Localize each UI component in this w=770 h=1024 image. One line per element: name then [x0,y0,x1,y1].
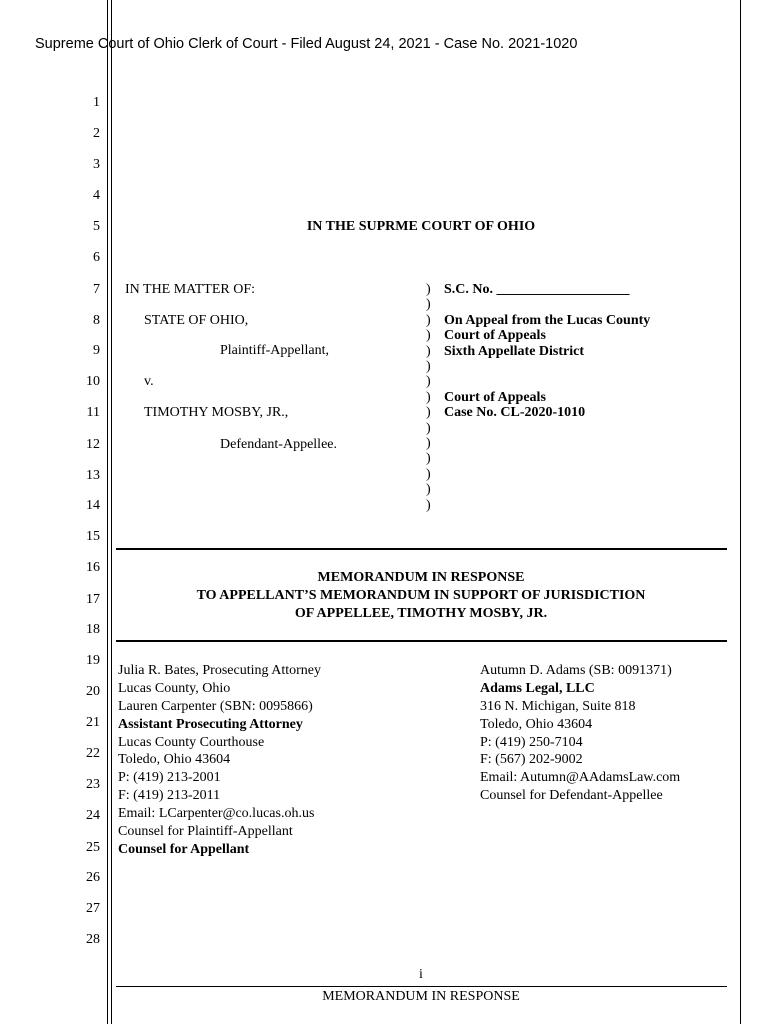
counsel-line: Lucas County, Ohio [118,680,231,696]
line-number: 8 [93,313,100,328]
memo-top-rule [116,548,727,550]
right-margin-rule [740,0,741,1024]
line-number: 2 [93,126,100,141]
counsel-line: Lucas County Courthouse [118,734,265,750]
paren: ) [426,328,431,344]
counsel-line: P: (419) 213-2001 [118,770,221,786]
line-number: 23 [86,777,100,792]
line-number: 5 [93,219,100,234]
counsel-line: Counsel for Defendant-Appellee [480,788,663,804]
line-number: 14 [86,498,100,513]
line-number: 25 [86,840,100,855]
court-title: IN THE SUPRME COURT OF OHIO [306,219,536,234]
paren: ) [426,374,431,390]
line-number: 26 [86,870,100,885]
line-number: 1 [93,95,100,110]
line-number: 10 [86,374,100,389]
appeals-case-line: Court of Appeals [444,390,546,405]
counsel-line: Toledo, Ohio 43604 [480,716,593,732]
caption-matter: IN THE MATTER OF: [125,282,256,297]
line-number: 4 [93,188,100,203]
appeal-origin-line: On Appeal from the Lucas County [444,313,651,328]
paren: ) [426,343,431,359]
paren: ) [426,359,431,374]
counsel-line: Counsel for Plaintiff-Appellant [118,824,293,840]
footer-title: MEMORANDUM IN RESPONSE [322,989,520,1004]
caption-plaintiff: STATE OF OHIO, [144,313,249,328]
paren: ) [426,466,431,482]
line-number: 3 [93,157,100,172]
line-number: 9 [93,343,100,358]
line-number: 18 [86,622,100,637]
caption-defendant: TIMOTHY MOSBY, JR., [144,405,289,420]
line-number: 6 [93,250,100,265]
line-number: 17 [86,592,100,607]
paren: ) [426,405,431,421]
memo-title-line: TO APPELLANT’S MEMORANDUM IN SUPPORT OF JURISDICTION [196,588,646,603]
counsel-line: P: (419) 250-7104 [480,734,583,750]
counsel-line: Assistant Prosecuting Attorney [118,716,303,732]
appeals-case-number [444,390,585,421]
line-number: 27 [86,901,100,916]
memo-title-line: OF APPELLEE, TIMOTHY MOSBY, JR. [294,606,548,621]
appeal-origin-line: Court of Appeals [444,328,546,344]
appeal-origin [444,313,650,359]
counsel-line: Lauren Carpenter (SBN: 0095866) [118,698,313,714]
filing-stamp: Supreme Court of Ohio Clerk of Court - Filed August 24, 2021 - Case No. 2021-1020 [35,36,578,52]
counsel-email: Email: LCarpenter@co.lucas.oh.us [118,806,315,822]
line-number: 11 [86,405,100,420]
paren: ) [426,497,431,513]
line-number: 16 [86,560,100,575]
paren: ) [426,312,431,328]
line-number: 28 [86,932,100,947]
memo-title [116,569,726,623]
footer-rule [116,986,727,987]
caption-versus: v. [144,374,154,389]
caption-defendant-role: Defendant-Appellee. [220,437,337,452]
paren: ) [426,420,431,436]
left-margin-rule-outer [107,0,108,1024]
paren: ) [426,436,431,451]
line-number: 22 [86,746,100,761]
counsel-line: F: (567) 202-9002 [480,752,583,768]
line-number: 7 [93,282,100,297]
line-number: 21 [86,715,100,730]
counsel-line: F: (419) 213-2011 [118,788,221,804]
left-margin-rule-inner [111,0,112,1024]
memo-title-line: MEMORANDUM IN RESPONSE [317,570,525,585]
line-number: 20 [86,684,100,699]
counsel-line: Counsel for Appellant [118,841,250,857]
counsel-line: Julia R. Bates, Prosecuting Attorney [118,663,321,678]
paren: ) [426,389,431,405]
counsel-line: Toledo, Ohio 43604 [118,752,231,768]
line-number: 24 [86,808,100,823]
counsel-line: 316 N. Michigan, Suite 818 [480,698,636,714]
paren: ) [426,451,431,467]
appeal-origin-line: Sixth Appellate District [444,343,584,359]
line-number: 15 [86,529,100,544]
appeals-case-line: Case No. CL-2020-1010 [444,405,586,421]
counsel-email: Email: Autumn@AAdamsLaw.com [480,770,681,786]
paren: ) [426,482,431,498]
line-number: 13 [86,468,100,483]
paren: ) [426,282,431,297]
line-number: 12 [86,437,100,452]
paren: ) [426,297,431,313]
sc-case-number: S.C. No. ___________________ [444,282,630,297]
counsel-appellee-block [480,662,680,805]
caption-plaintiff-role: Plaintiff-Appellant, [220,343,329,358]
memo-bottom-rule [116,640,727,642]
counsel-appellant-block [118,662,321,859]
counsel-line: Autumn D. Adams (SB: 0091371) [480,663,672,678]
line-number: 19 [86,653,100,668]
counsel-line: Adams Legal, LLC [480,680,595,696]
page-number: i [419,967,423,982]
